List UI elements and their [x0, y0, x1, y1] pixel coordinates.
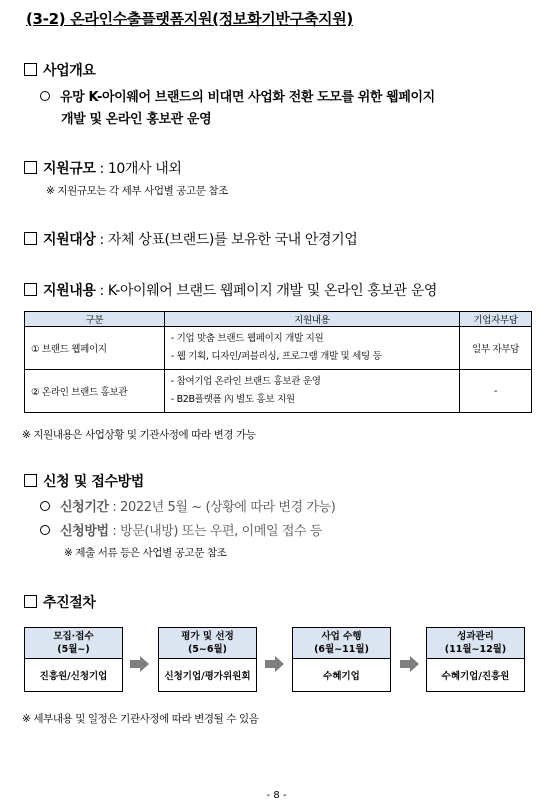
- step-header: [293, 628, 390, 659]
- table-row: [25, 370, 532, 413]
- support-table: [24, 311, 532, 413]
- step-period: (6월~11월): [314, 644, 369, 655]
- step-actor: 수혜기업: [323, 671, 360, 682]
- application-method: [40, 520, 322, 539]
- section-overview: [24, 60, 96, 80]
- content-heading: 지원내용: [43, 283, 96, 299]
- circle-bullet-icon: [40, 91, 50, 101]
- procedure-heading: 추진절차: [43, 595, 96, 611]
- table-cell-category: ② 온라인 브랜드 홍보관: [25, 370, 165, 413]
- step-header: [427, 628, 524, 659]
- target-value: : 자체 상표(브랜드)를 보유한 국내 안경기업: [95, 232, 358, 248]
- page-title: (3-2) 온라인수출플랫폼지원(정보화기반구축지원): [26, 10, 353, 28]
- step-title: 사업 수행: [321, 631, 362, 642]
- overview-line2: 개발 및 온라인 홍보관 운영: [61, 112, 212, 127]
- checkbox-square-icon: [24, 232, 37, 245]
- table-item: - 기업 맞춤 브랜드 웹페이지 개발 지원: [170, 333, 324, 344]
- step-period: (11월~12월): [444, 644, 507, 655]
- procedure-step: [292, 627, 391, 692]
- table-cell-category: ① 브랜드 웹페이지: [25, 327, 165, 370]
- table-header-row: [25, 312, 532, 327]
- circle-bullet-icon: [40, 501, 50, 511]
- step-actor: 수혜기업/진흥원: [441, 671, 510, 682]
- arrow-right-icon: [130, 656, 150, 672]
- method-value: : 방문(내방) 또는 우편, 이메일 접수 등: [108, 524, 323, 539]
- procedure-note: ※ 세부내용 및 일정은 기관사정에 따라 변경될 수 있음: [22, 713, 259, 725]
- procedure-step: [24, 627, 123, 692]
- checkbox-square-icon: [24, 474, 37, 487]
- checkbox-square-icon: [24, 161, 37, 174]
- procedure-step: [426, 627, 525, 692]
- step-actor: 진흥원/신청기업: [39, 671, 108, 682]
- arrow-right-icon: [400, 656, 420, 672]
- checkbox-square-icon: [24, 283, 37, 296]
- step-title: 모집·접수: [53, 631, 94, 642]
- checkbox-square-icon: [24, 595, 37, 608]
- target-heading: 지원대상: [43, 232, 96, 248]
- application-note: ※ 제출 서류 등은 사업별 공고문 참조: [64, 547, 227, 559]
- section-content: [24, 280, 437, 300]
- step-header: [25, 628, 122, 659]
- arrow-right-icon: [265, 656, 285, 672]
- procedure-step: [158, 627, 257, 692]
- table-cell-items: [164, 327, 459, 370]
- application-heading: 신청 및 접수방법: [43, 474, 144, 490]
- method-label: 신청방법: [60, 524, 109, 539]
- period-value: : 2022년 5월 ~ (상황에 따라 변경 가능): [108, 500, 336, 515]
- step-actor: 신청기업/평가위원회: [164, 671, 251, 682]
- section-application: [24, 471, 144, 491]
- application-period: [40, 496, 335, 515]
- step-title: 성과관리: [457, 631, 494, 642]
- period-label: 신청기간: [60, 500, 109, 515]
- step-period: (5~6월): [187, 644, 228, 655]
- checkbox-square-icon: [24, 63, 37, 76]
- scale-value: : 10개사 내외: [95, 161, 182, 177]
- table-header: 기업자부담: [460, 312, 532, 327]
- table-row: [25, 327, 532, 370]
- page-number: - 8 -: [266, 790, 287, 801]
- table-cell-burden: 일부 자부담: [460, 327, 532, 370]
- table-item: - 참여기업 온라인 브랜드 홍보관 운영: [170, 376, 321, 387]
- section-target: [24, 229, 357, 249]
- step-title: 평가 및 선정: [181, 631, 234, 642]
- table-item: - B2B플랫폼 內 별도 홍보 지원: [170, 394, 295, 405]
- section-procedure: [24, 592, 96, 612]
- table-header: 지원내용: [164, 312, 459, 327]
- circle-bullet-icon: [40, 525, 50, 535]
- table-cell-items: [164, 370, 459, 413]
- step-header: [159, 628, 256, 659]
- section-scale: [24, 158, 181, 178]
- content-note: ※ 지원내용은 사업상황 및 기관사정에 따라 변경 가능: [22, 429, 256, 441]
- step-period: (5월~): [57, 644, 90, 655]
- overview-heading: 사업개요: [43, 63, 96, 79]
- overview-line1: 유망 K-아이웨어 브랜드의 비대면 사업화 전환 도모를 위한 웹페이지: [60, 90, 435, 105]
- table-header: 구분: [25, 312, 165, 327]
- scale-note: ※ 지원규모는 각 세부 사업별 공고문 참조: [46, 185, 228, 197]
- overview-bullet: [40, 86, 435, 105]
- scale-heading: 지원규모: [43, 161, 96, 177]
- content-value: : K-아이웨어 브랜드 웹페이지 개발 및 온라인 홍보관 운영: [95, 283, 437, 299]
- table-item: - 웹 기획, 디자인/퍼블리싱, 프로그램 개발 및 세팅 등: [170, 351, 382, 362]
- table-cell-burden: -: [460, 370, 532, 413]
